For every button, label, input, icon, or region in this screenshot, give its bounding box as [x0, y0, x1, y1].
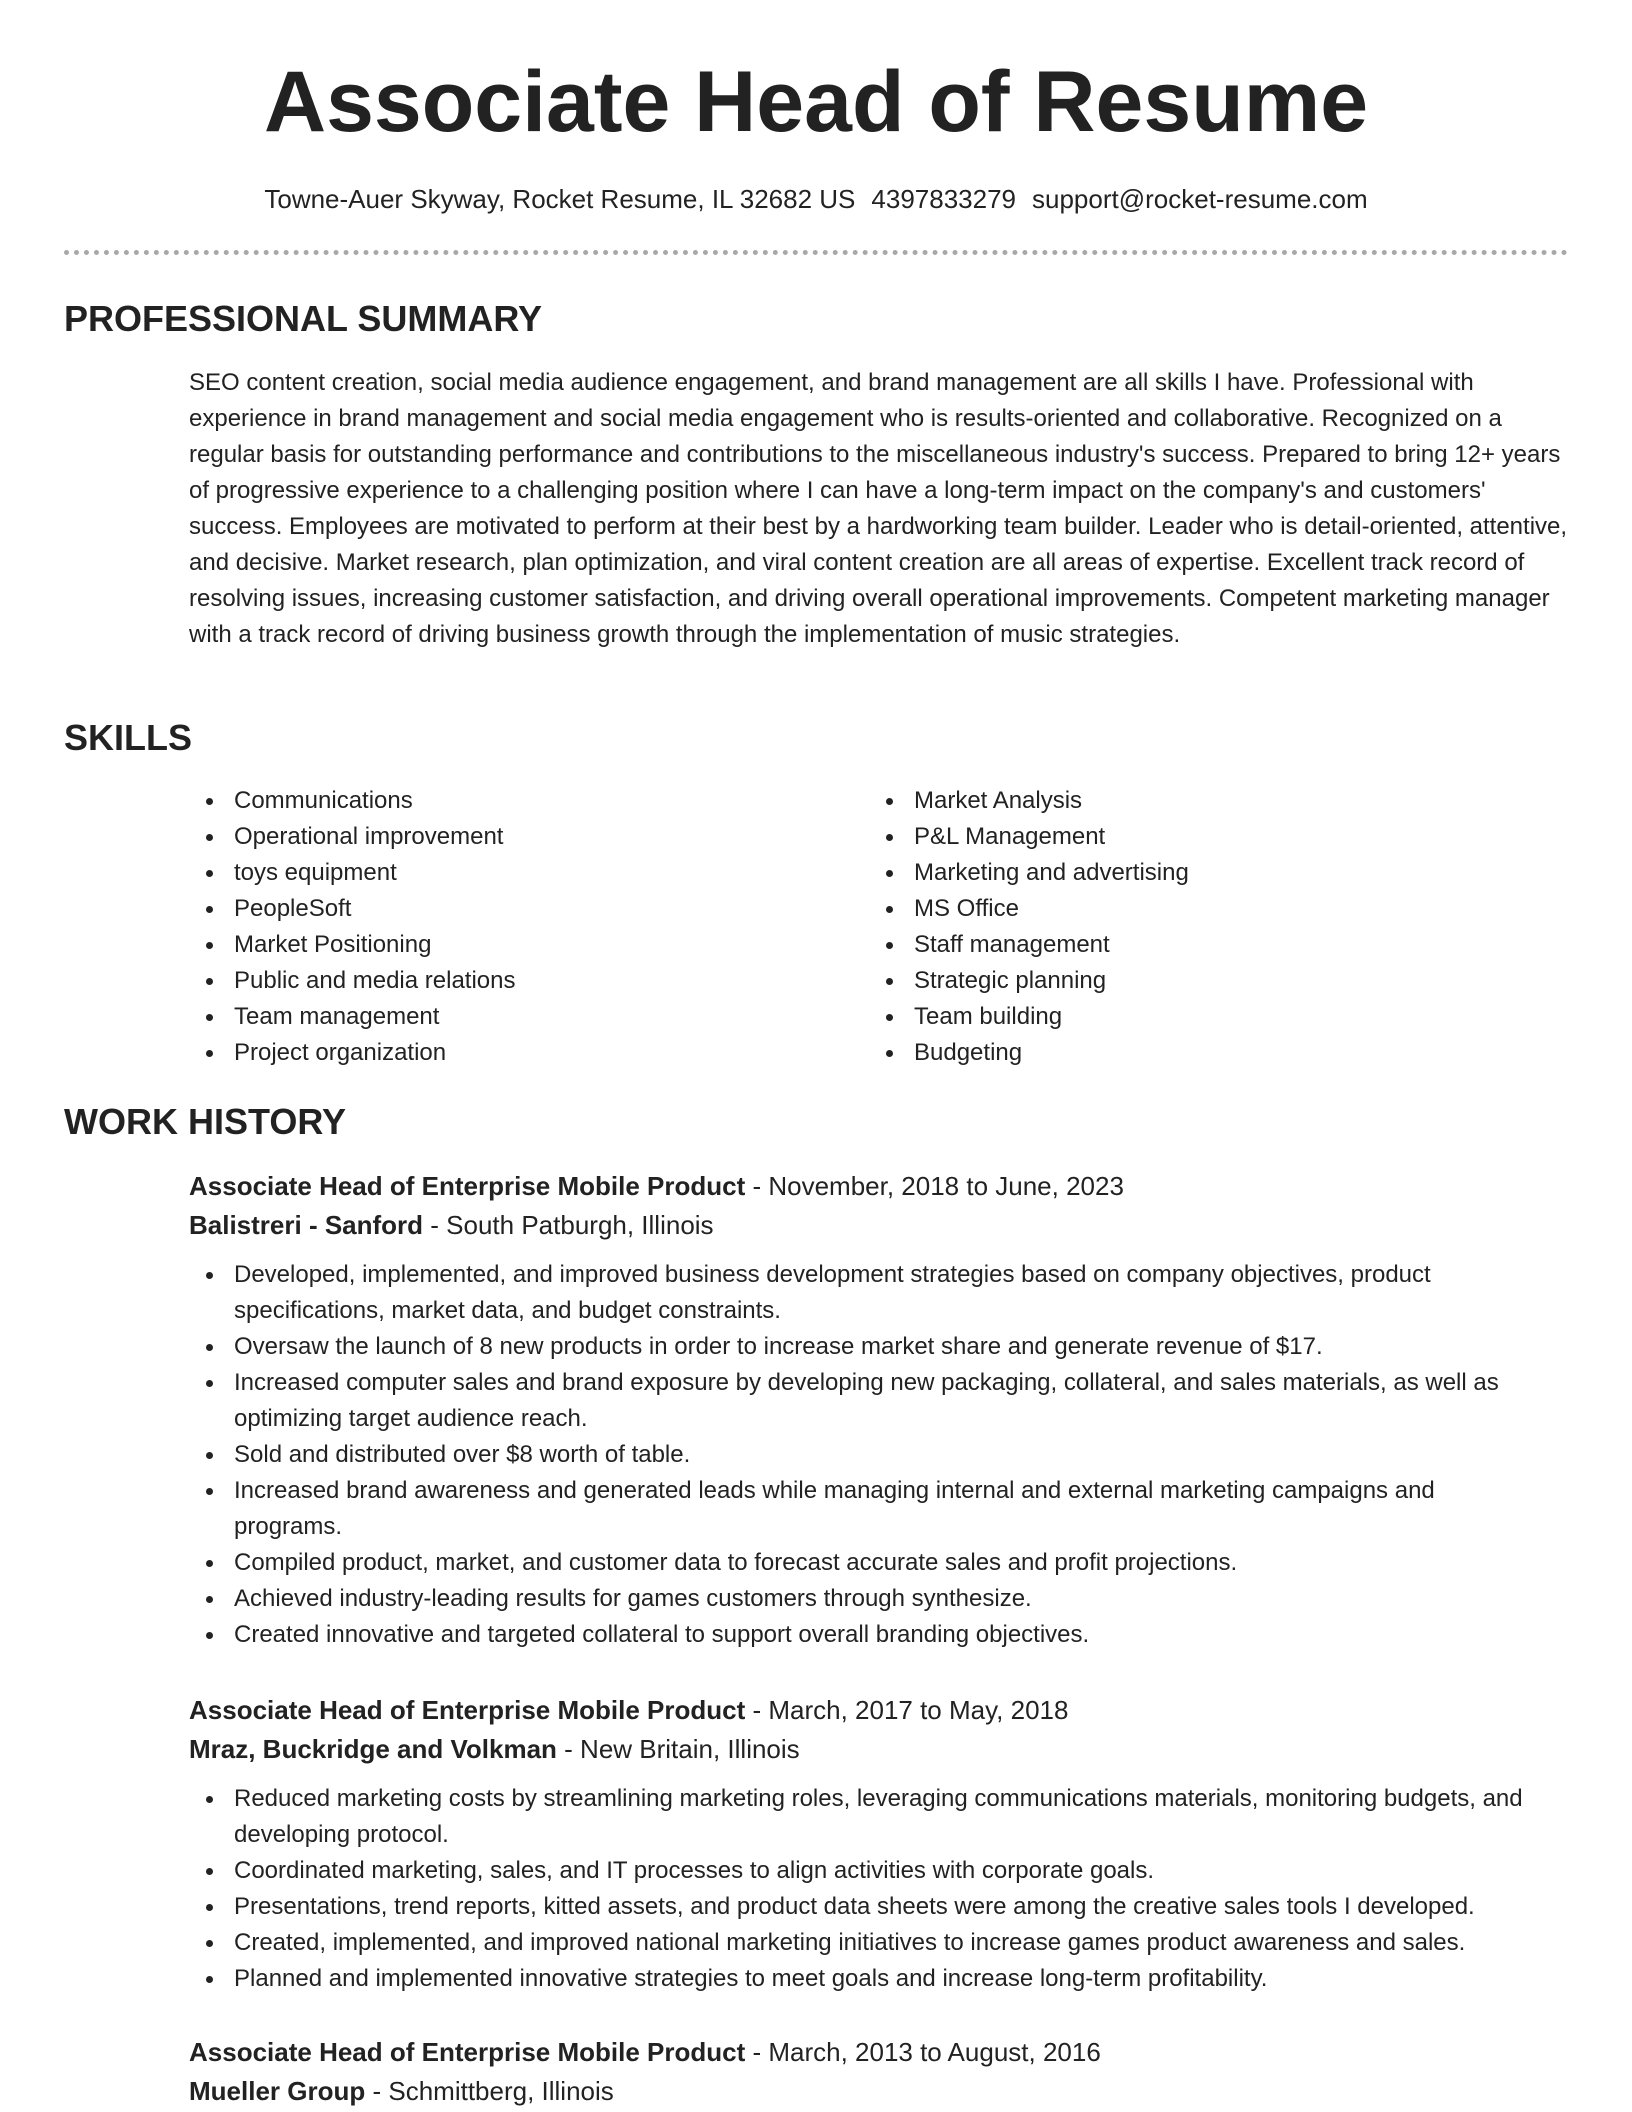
- skill-item: Operational improvement: [189, 819, 869, 855]
- skill-item: Public and media relations: [189, 963, 869, 999]
- skill-item: Market Positioning: [189, 927, 869, 963]
- job-bullet: Reduced marketing costs by streamlining marketing roles, leveraging communications materials, monitoring budgets, and developing protocol.: [189, 1781, 1549, 1853]
- job-entry: [189, 1691, 1549, 1997]
- skill-item: P&L Management: [869, 819, 1549, 855]
- job-bullets: [189, 1781, 1549, 1997]
- skills-list: [189, 783, 1569, 1071]
- job-title-line: [189, 1167, 1549, 1206]
- section-title-work-history: WORK HISTORY: [64, 1101, 347, 1142]
- job-bullet: Created innovative and targeted collateral to support overall branding objectives.: [189, 1617, 1549, 1653]
- job-bullet: Oversaw the launch of 8 new products in order to increase market share and generate revenue of $17.: [189, 1329, 1549, 1365]
- skill-item: Team management: [189, 999, 869, 1035]
- skill-item: Budgeting: [869, 1035, 1549, 1071]
- job-dates: - March, 2017 to May, 2018: [745, 1695, 1069, 1725]
- skill-item: PeopleSoft: [189, 891, 869, 927]
- job-entry: [189, 2033, 1549, 2111]
- contact-address: Towne-Auer Skyway, Rocket Resume, IL 32682 US: [264, 184, 856, 214]
- job-bullet: Achieved industry-leading results for games customers through synthesize.: [189, 1581, 1549, 1617]
- skill-item: Staff management: [869, 927, 1549, 963]
- skill-item: toys equipment: [189, 855, 869, 891]
- job-bullet: Coordinated marketing, sales, and IT processes to align activities with corporate goals.: [189, 1853, 1549, 1889]
- resume-name: Associate Head of Resume: [263, 54, 1369, 150]
- section-title-skills: SKILLS: [64, 717, 193, 758]
- job-company: Balistreri - Sanford: [189, 1210, 424, 1240]
- job-entry: [189, 1167, 1549, 1653]
- skill-item: Communications: [189, 783, 869, 819]
- job-company-line: [189, 1730, 1549, 1769]
- job-bullet: Created, implemented, and improved national marketing initiatives to increase games product awareness and sales.: [189, 1925, 1549, 1961]
- section-title-summary: PROFESSIONAL SUMMARY: [64, 298, 543, 339]
- skill-item: Team building: [869, 999, 1549, 1035]
- job-bullet: Increased brand awareness and generated leads while managing internal and external marketing campaigns and programs.: [189, 1473, 1549, 1545]
- job-bullets: [189, 1257, 1549, 1653]
- job-role: Associate Head of Enterprise Mobile Product: [189, 2037, 746, 2067]
- job-location: - South Patburgh, Illinois: [423, 1210, 714, 1240]
- header-divider: [64, 250, 1568, 255]
- contact-line: [0, 182, 1632, 216]
- job-bullet: Presentations, trend reports, kitted assets, and product data sheets were among the creative sales tools I developed.: [189, 1889, 1549, 1925]
- skill-item: MS Office: [869, 891, 1549, 927]
- skill-item: Strategic planning: [869, 963, 1549, 999]
- skills-column-right: [869, 783, 1549, 1071]
- job-location: - New Britain, Illinois: [556, 1734, 800, 1764]
- contact-phone: 4397833279: [871, 184, 1017, 214]
- job-role: Associate Head of Enterprise Mobile Product: [189, 1695, 746, 1725]
- job-bullet: Increased computer sales and brand exposure by developing new packaging, collateral, and sales materials, as well as optimizing target audience reach.: [189, 1365, 1549, 1437]
- job-bullet: Planned and implemented innovative strategies to meet goals and increase long-term profitability.: [189, 1961, 1549, 1997]
- job-bullet: Compiled product, market, and customer data to forecast accurate sales and profit projections.: [189, 1545, 1549, 1581]
- job-dates: - March, 2013 to August, 2016: [745, 2037, 1101, 2067]
- job-title-line: [189, 1691, 1549, 1730]
- job-bullet: Sold and distributed over $8 worth of table.: [189, 1437, 1549, 1473]
- skill-item: Marketing and advertising: [869, 855, 1549, 891]
- job-bullet: Developed, implemented, and improved business development strategies based on company objectives, product specifications, market data, and budget constraints.: [189, 1257, 1549, 1329]
- job-company: Mraz, Buckridge and Volkman: [189, 1734, 557, 1764]
- job-role: Associate Head of Enterprise Mobile Product: [189, 1171, 746, 1201]
- job-company: Mueller Group: [189, 2076, 366, 2106]
- job-title-line: [189, 2033, 1549, 2072]
- job-dates: - November, 2018 to June, 2023: [745, 1171, 1124, 1201]
- skill-item: Project organization: [189, 1035, 869, 1071]
- job-company-line: [189, 1206, 1549, 1245]
- summary-text: SEO content creation, social media audience engagement, and brand management are all skills I have. Professional with experience in brand management and social media engagement who is results-oriented and collaborative. Recognized on a regular basis for outstanding performance and contributions to the miscellaneous industry's success. Prepared to bring 12+ years of progressive experience to a challenging position where I can have a long-term impact on the company's and customers' success. Employees are motivated to perform at their best by a hardworking team builder. Leader who is detail-oriented, attentive, and decisive. Market research, plan optimization, and viral content creation are all areas of expertise. Excellent track record of resolving issues, increasing customer satisfaction, and driving overall operational improvements. Competent marketing manager with a track record of driving business growth through the implementation of music strategies.: [189, 369, 1568, 648]
- skills-column-left: [189, 783, 869, 1071]
- contact-email: support@rocket-resume.com: [1032, 184, 1368, 214]
- skill-item: Market Analysis: [869, 783, 1549, 819]
- job-company-line: [189, 2072, 1549, 2111]
- job-location: - Schmittberg, Illinois: [365, 2076, 614, 2106]
